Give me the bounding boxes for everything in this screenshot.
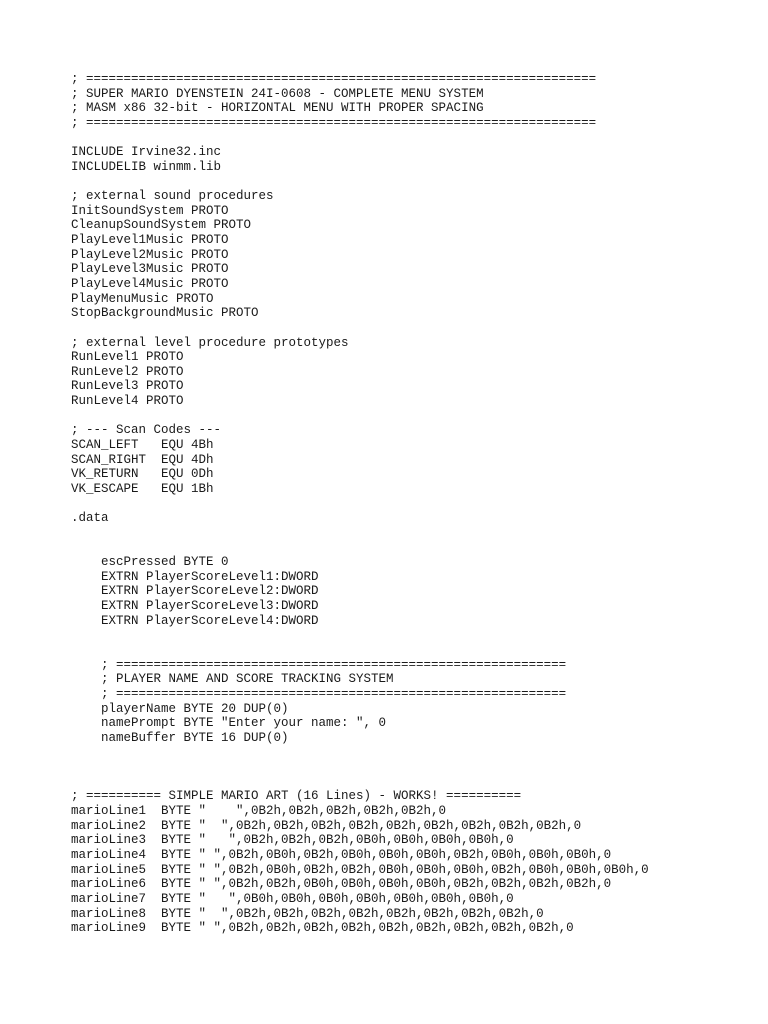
code-line: ; ============================================================ [71, 657, 567, 672]
code-line: marioLine6 BYTE " ",0B2h,0B2h,0B0h,0B0h,0B0h,0B0h,0B2h,0B2h,0B2h,0B2h,0 [71, 877, 612, 892]
code-line: nameBuffer BYTE 16 DUP(0) [71, 730, 289, 745]
code-line [71, 321, 649, 336]
code-line: ; PLAYER NAME AND SCORE TRACKING SYSTEM [71, 672, 394, 687]
code-line: SCAN_RIGHT EQU 4Dh [71, 452, 214, 467]
code-line [71, 541, 649, 556]
code-line: StopBackgroundMusic PROTO [71, 306, 259, 321]
code-line [71, 628, 649, 643]
code-line: ; MASM x86 32-bit - HORIZONTAL MENU WITH PROPER SPACING [71, 101, 484, 116]
code-line: EXTRN PlayerScoreLevel3:DWORD [71, 599, 319, 614]
code-line: .data [71, 511, 109, 526]
code-line: marioLine5 BYTE " ",0B2h,0B0h,0B2h,0B2h,0B0h,0B0h,0B0h,0B2h,0B0h,0B0h,0B0h,0 [71, 862, 649, 877]
code-line: PlayLevel1Music PROTO [71, 233, 229, 248]
code-line: namePrompt BYTE "Enter your name: ", 0 [71, 716, 387, 731]
code-line [71, 497, 649, 512]
code-line [71, 760, 649, 775]
code-line [71, 131, 649, 146]
code-line [71, 775, 649, 790]
code-line: EXTRN PlayerScoreLevel1:DWORD [71, 569, 319, 584]
code-line: marioLine9 BYTE " ",0B2h,0B2h,0B2h,0B2h,0B2h,0B2h,0B2h,0B2h,0B2h,0 [71, 921, 574, 936]
code-line [71, 409, 649, 424]
code-line: PlayLevel4Music PROTO [71, 276, 229, 291]
code-line: ; ============================================================ [71, 686, 567, 701]
code-line: ; external level procedure prototypes [71, 335, 349, 350]
code-line: ; external sound procedures [71, 189, 274, 204]
code-line: CleanupSoundSystem PROTO [71, 218, 252, 233]
code-line: marioLine7 BYTE " ",0B0h,0B0h,0B0h,0B0h,0B0h,0B0h,0B0h,0 [71, 891, 514, 906]
code-line: RunLevel4 PROTO [71, 394, 184, 409]
code-line: INCLUDELIB winmm.lib [71, 159, 222, 174]
code-line: SCAN_LEFT EQU 4Bh [71, 438, 214, 453]
code-line: InitSoundSystem PROTO [71, 203, 229, 218]
code-line: RunLevel2 PROTO [71, 364, 184, 379]
code-line [71, 526, 649, 541]
code-line: marioLine8 BYTE " ",0B2h,0B2h,0B2h,0B2h,0B2h,0B2h,0B2h,0B2h,0 [71, 906, 544, 921]
source-code-listing [71, 72, 649, 936]
code-line [71, 643, 649, 658]
code-line: RunLevel1 PROTO [71, 350, 184, 365]
code-line: PlayLevel3Music PROTO [71, 262, 229, 277]
code-line: playerName BYTE 20 DUP(0) [71, 701, 289, 716]
code-line: INCLUDE Irvine32.inc [71, 145, 222, 160]
code-line: ; --- Scan Codes --- [71, 423, 222, 438]
code-line: ; ==================================================================== [71, 72, 597, 86]
code-line: PlayLevel2Music PROTO [71, 247, 229, 262]
code-line: EXTRN PlayerScoreLevel2:DWORD [71, 584, 319, 599]
code-line: marioLine1 BYTE " ",0B2h,0B2h,0B2h,0B2h,0B2h,0 [71, 804, 447, 819]
code-line: EXTRN PlayerScoreLevel4:DWORD [71, 613, 319, 628]
code-line: ; ========== SIMPLE MARIO ART (16 Lines) - WORKS! ========== [71, 789, 522, 804]
code-line: VK_ESCAPE EQU 1Bh [71, 481, 214, 496]
code-line: RunLevel3 PROTO [71, 379, 184, 394]
code-line: marioLine3 BYTE " ",0B2h,0B2h,0B2h,0B0h,0B0h,0B0h,0B0h,0 [71, 833, 514, 848]
code-line: ; SUPER MARIO DYENSTEIN 24I-0608 - COMPLETE MENU SYSTEM [71, 86, 484, 101]
code-line: VK_RETURN EQU 0Dh [71, 467, 214, 482]
code-line: escPressed BYTE 0 [71, 555, 229, 570]
code-line: ; ==================================================================== [71, 115, 597, 130]
code-line: PlayMenuMusic PROTO [71, 291, 214, 306]
code-line [71, 174, 649, 189]
code-line: marioLine2 BYTE " ",0B2h,0B2h,0B2h,0B2h,0B2h,0B2h,0B2h,0B2h,0B2h,0 [71, 818, 582, 833]
code-line: marioLine4 BYTE " ",0B2h,0B0h,0B2h,0B0h,0B0h,0B0h,0B2h,0B0h,0B0h,0B0h,0 [71, 847, 612, 862]
code-line [71, 745, 649, 760]
